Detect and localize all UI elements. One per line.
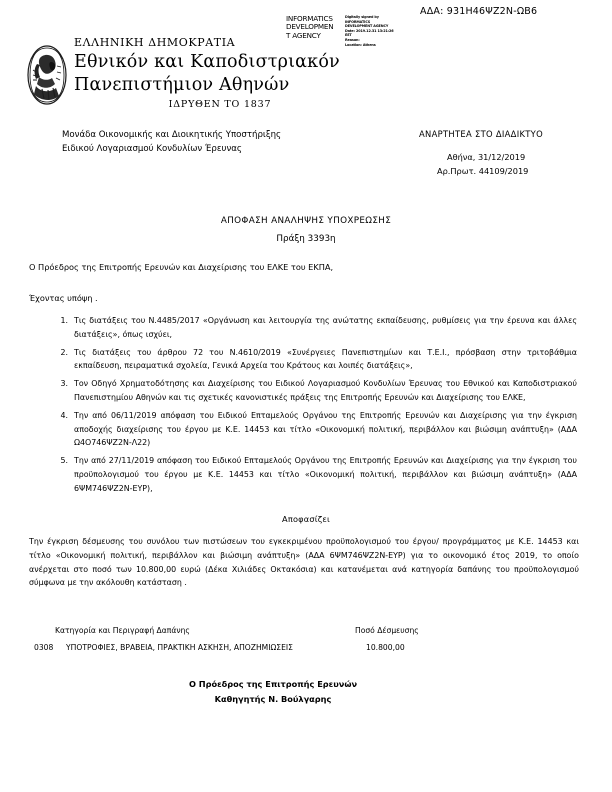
- university-emblem-icon: [26, 44, 68, 106]
- expense-code: 0308: [34, 643, 54, 652]
- stamp-signed-by: Digitally signed by: [345, 15, 379, 19]
- column-header-category: Κατηγορία και Περιγραφή Δαπάνης: [55, 626, 190, 635]
- list-item: [52, 409, 577, 450]
- expense-description: ΥΠΟΤΡΟΦΙΕΣ, ΒΡΑΒΕΙΑ, ΠΡΑΚΤΙΚΗ ΑΣΚΗΣΗ, ΑΠΟΖΗΜΙΩΣΕΙΣ: [66, 643, 293, 652]
- issuing-unit: [62, 129, 281, 156]
- protocol-number: Αρ.Πρωτ. 44109/2019: [437, 166, 529, 176]
- letterhead-founded: ΙΔΡΥΘΕΝ ΤΟ 1837: [168, 99, 272, 110]
- clause-text: Την από 06/11/2019 απόφαση του Ειδικού Επταμελούς Οργάνου της Επιτροπής Ερευνών και Διαχείρισης για την έγκριση αποδοχής διαχείρισης του έργου με Κ.Ε. 14453 και τίτλο «Οικονομική πολιτική, περιβάλλον και βιώσιμη ανάπτυξη» (ΑΔΑ Ω4Ο746ΨΖ2Ν-Λ22): [74, 411, 577, 448]
- stamp-signer-1: INFORMATICS: [345, 19, 371, 24]
- table-row: [0, 643, 612, 655]
- stamp-timezone: EET: [345, 33, 352, 38]
- city-date: Αθήνα, 31/12/2019: [447, 152, 526, 162]
- list-item: [52, 314, 577, 341]
- clause-text: Τον Οδηγό Χρηματοδότησης και Διαχείρισης του Ειδικού Λογαριασμού Κονδυλίων Έρευνας του Εθνικού και Καποδιστριακού Πανεπιστημίου Αθηνών και τις σχετικές κανονιστικές πράξεις της Επιτροπής Ερευνών και Διαχείρισης του ΕΛΚΕ,: [74, 379, 577, 402]
- document-act-number: Πράξη 3393η: [276, 234, 336, 244]
- letterhead-university-line-2: Πανεπιστήμιον Αθηνών: [74, 75, 290, 95]
- stamp-location: Location: Athens: [345, 42, 376, 47]
- clause-number: 3.: [60, 379, 68, 389]
- issuing-unit-line-2: Ειδικού Λογαριασμού Κονδυλίων Έρευνας: [62, 143, 242, 154]
- list-item: [52, 346, 577, 373]
- having-regard-statement: Έχοντας υπόψη .: [29, 293, 98, 303]
- stamp-agency-line-3: T AGENCY: [286, 30, 321, 40]
- publication-notice: ΑΝΑΡΤΗΤΕΑ ΣΤΟ ΔΙΑΔΙΚΤΥΟ: [419, 129, 543, 139]
- clause-number: 5.: [60, 456, 68, 466]
- stamp-date: Date: 2019.12.31 13:21:26: [345, 28, 394, 33]
- issuer-statement: Ο Πρόεδρος της Επιτροπής Ερευνών και Διαχείρισης του ΕΛΚΕ του ΕΚΠΑ,: [29, 262, 334, 272]
- document-title: ΑΠΟΦΑΣΗ ΑΝΑΛΗΨΗΣ ΥΠΟΧΡΕΩΣΗΣ: [220, 216, 392, 226]
- stamp-signer-2: DEVELOPMENT AGENCY: [345, 24, 389, 29]
- ada-code-header: ΑΔΑ: 931Η46ΨΖ2Ν-ΩΒ6: [420, 6, 538, 17]
- letterhead: [26, 36, 356, 110]
- issuing-unit-line-1: Μονάδα Οικονομικής και Διοικητικής Υποστήριξης: [62, 130, 282, 140]
- list-item: [52, 377, 577, 404]
- clause-number: 2.: [60, 347, 68, 357]
- expense-table-header: [0, 626, 612, 638]
- column-header-amount: Ποσό Δέσμευσης: [355, 626, 419, 635]
- letterhead-republic: ΕΛΛΗΝΙΚΗ ΔΗΜΟΚΡΑΤΙΑ: [74, 36, 236, 49]
- clause-text: Τις διατάξεις του άρθρου 72 του Ν.4610/2019 «Συνέργειες Πανεπιστημίων και Τ.Ε.Ι., πρόσβαση στην τριτοβάθμια εκπαίδευση, πειραματικά σχολεία, Γενικά Αρχεία του Κράτους και λοιπές διατάξεις»,: [74, 347, 577, 371]
- signature-name: Καθηγητής Ν. Βούλγαρης: [214, 694, 332, 704]
- decision-heading: Αποφασίζει: [282, 514, 330, 524]
- clause-text: Την από 27/11/2019 απόφαση του Ειδικού Επταμελούς Οργάνου της Επιτροπής Ερευνών και Διαχείρισης για την έγκριση του προϋπολογισμού του έργου με Κ.Ε. 14453 και τίτλο «Οικονομική πολιτική, περιβάλλον και βιώσιμη ανάπτυξη» (ΑΔΑ 6ΨΜ746ΨΖ2Ν-ΕΥΡ),: [74, 456, 577, 493]
- decision-body: Την έγκριση δέσμευσης του συνόλου των πιστώσεων του εγκεκριμένου προϋπολογισμού του έργου/ προγράμματος με Κ.Ε. 14453 και τίτλο «Οικονομική πολιτική, περιβάλλον και βιώσιμη ανάπτυξη» (ΑΔΑ 6ΨΜ746ΨΖ2Ν-ΕΥΡ) για το οικονομικό έτος 2019, το οποίο ανέρχεται στο ποσό των 10.800,00 ευρώ (Δέκα Χιλιάδες Οκτακόσια) και κατανέμεται ανά κατηγορία δαπάνης του προϋπολογισμού σύμφωνα με την ακόλουθη κατάσταση .: [29, 537, 579, 588]
- stamp-agency-line-1: INFORMATICS: [286, 14, 333, 23]
- clause-number: 1.: [60, 316, 68, 325]
- legal-basis-list: [52, 314, 577, 500]
- signature-title: Ο Πρόεδρος της Επιτροπής Ερευνών: [188, 679, 358, 689]
- stamp-agency-line-2: DEVELOPMEN: [286, 22, 334, 32]
- letterhead-text: [74, 36, 356, 110]
- clause-text: Τις διατάξεις του Ν.4485/2017 «Οργάνωση και λειτουργία της ανώτατης εκπαίδευσης, ρυθμίσεις για την έρευνα και άλλες διατάξεις», όπως ισχύει,: [74, 316, 577, 339]
- letterhead-university-line-1: Εθνικόν και Καποδιστριακόν: [74, 52, 340, 72]
- clause-number: 4.: [60, 411, 68, 421]
- expense-amount: 10.800,00: [366, 643, 405, 652]
- list-item: [52, 454, 577, 495]
- stamp-reason: Reason:: [345, 37, 360, 42]
